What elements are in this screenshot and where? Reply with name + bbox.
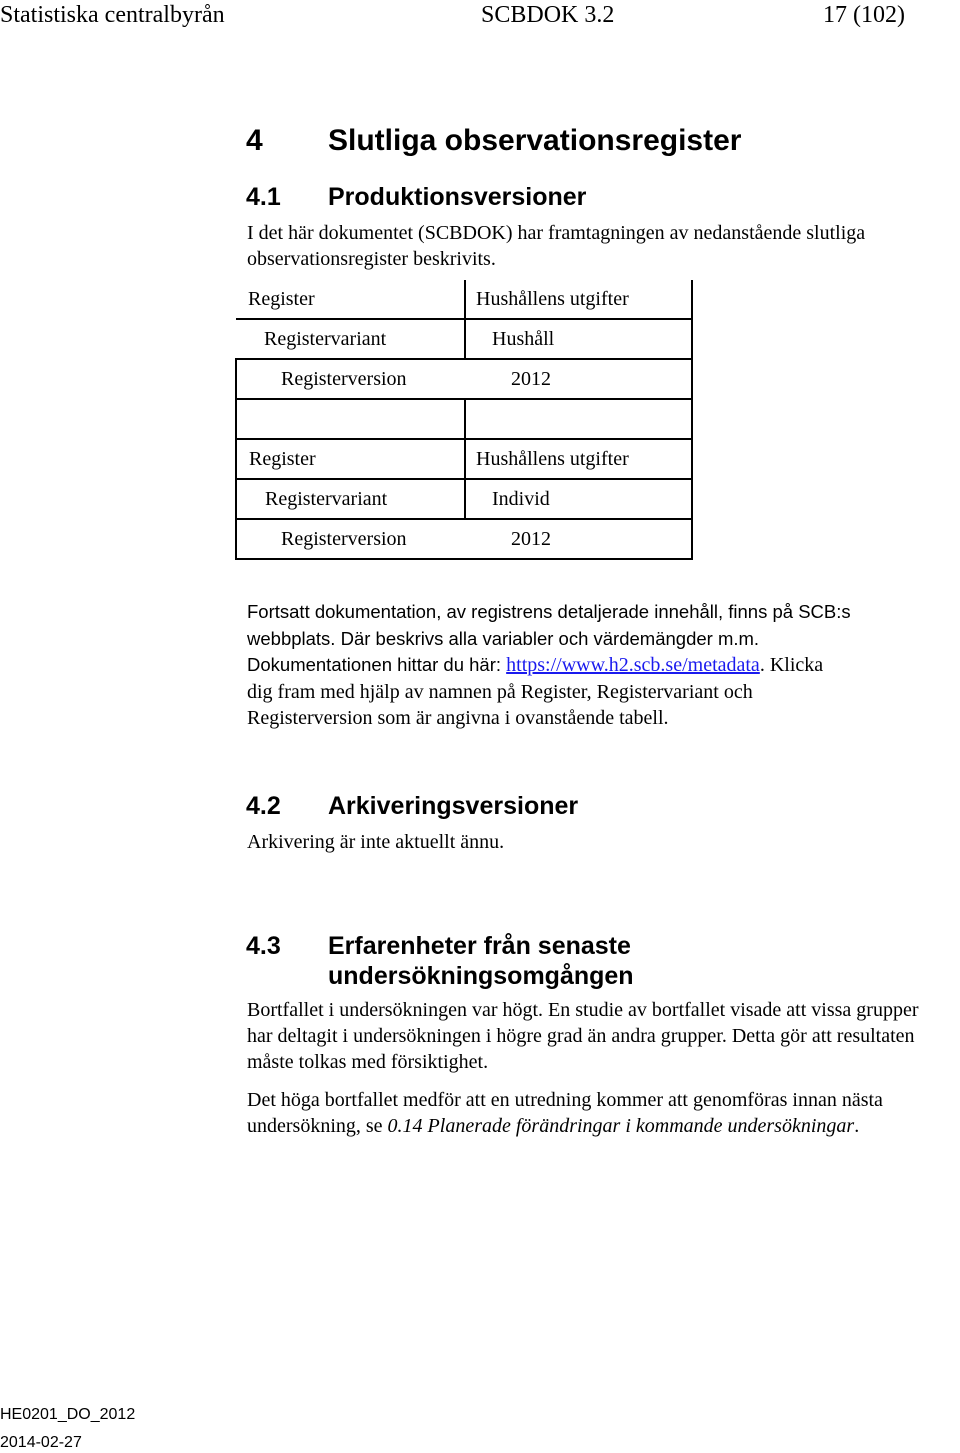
section-4-2-text: Arkivering är inte aktuellt ännu. [247,831,505,853]
register-value: Hushållens utgifter [465,280,692,319]
header-doc-id: SCBDOK 3.2 [481,2,615,28]
registervariant-label: Registervariant [236,479,465,519]
spacer-cell [236,399,465,439]
register-label: Register [236,440,465,479]
registervariant-value: Hushåll [465,319,692,359]
footer-doc-code: HE0201_DO_2012 [0,1406,136,1423]
section-4-3-title-line2: undersökningsomgången [328,962,634,990]
registervariant-label: Registervariant [236,319,465,359]
section-4-heading [246,124,741,158]
registerversion-value: 2012 [465,359,692,399]
section-4-1-intro: I det här dokumentet (SCBDOK) har framtagningen av nedanstående slutliga observationsregister beskrivits. [247,222,866,270]
register-table-1 [235,280,693,440]
metadata-paragraph: Fortsatt dokumentation, av registrens detaljerade innehåll, finns på SCB:s webbplats. Där beskrivs alla variabler och värdemängder m.m. Dokumentationen hittar du här: https://www.h2.scb.se/metadata. Klicka dig fram med hjälp av namnen på Register, Registervariant och Registerversion som är angivna i ovanstående tabell. [247,601,851,729]
section-4-2-title: Arkiveringsversioner [328,792,579,820]
header-org: Statistiska centralbyrån [0,2,225,28]
registerversion-label: Registerversion [236,359,465,399]
section-4-1-number: 4.1 [246,183,281,211]
section-reference: 0.14 Planerade förändringar i kommande undersökningar [387,1115,855,1137]
section-4-3-para2: Det höga bortfallet medför att en utredning kommer att genomföras innan nästa undersökning, se 0.14 Planerade förändringar i kommande undersökningar. [247,1089,883,1137]
register-label: Register [236,280,465,319]
section-4-1-title: Produktionsversioner [328,183,587,211]
registervariant-value: Individ [465,479,692,519]
spacer-cell [465,399,692,439]
section-4-2-heading [246,792,578,821]
registerversion-label: Registerversion [236,519,465,559]
registerversion-value: 2012 [465,519,692,559]
footer-date: 2014-02-27 [0,1434,82,1451]
section-4-3-para1: Bortfallet i undersökningen var högt. En studie av bortfallet visade att vissa grupper har deltagit i undersökningen i högre grad än andra grupper. Detta gör att resultaten måste tolkas med försiktighet. [247,999,919,1073]
header-page-number: 17 (102) [823,2,905,28]
metadata-link[interactable]: https://www.h2.scb.se/metadata [506,654,760,676]
section-4-number: 4 [246,124,263,157]
section-4-1-heading [246,183,586,212]
section-4-title: Slutliga observationsregister [328,124,742,157]
register-table-2 [235,440,693,560]
section-4-3-heading [246,931,634,991]
section-4-3-number: 4.3 [246,932,281,960]
section-4-3-title-line1: Erfarenheter från senaste [328,932,631,960]
register-value: Hushållens utgifter [465,440,692,479]
section-4-2-number: 4.2 [246,792,281,820]
